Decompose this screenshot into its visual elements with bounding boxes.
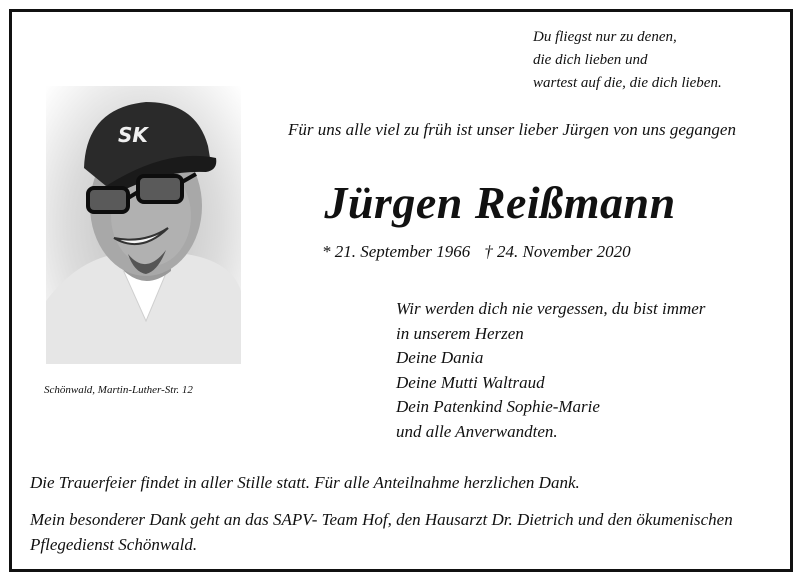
address-line: Schönwald, Martin-Luther-Str. 12 [44,384,193,396]
portrait-photo [46,86,241,364]
portrait-illustration [46,86,241,364]
mourners-line: in unserem Herzen [396,323,524,343]
mourners-line: Wir werden dich nie vergessen, du bist immer [396,299,706,318]
mourner-godchild: Dein Patenkind Sophie-Marie [396,397,600,416]
quote-line: Du fliegst nur zu denen, [533,29,677,45]
thanks-note: Mein besonderer Dank geht an das SAPV- Team Hof, den Hausarzt Dr. Dietrich und den ökumenischen Pflegedienst Schönwald. [30,510,733,554]
life-dates [322,242,631,262]
death-date: † 24. November 2020 [484,242,631,261]
mourner-mother: Deine Mutti Waltraud [396,372,545,392]
mourner-dania: Deine Dania [396,348,484,367]
cap-logo: SK [118,123,148,147]
intro-text: Für uns alle viel zu früh ist unser lieber Jürgen von uns gegangen [288,120,736,139]
quote-line: wartest auf die, die dich lieben. [533,75,722,91]
mourner-relatives: und alle Anverwandten. [396,421,558,441]
funeral-note: Die Trauerfeier findet in aller Stille statt. Für alle Anteilnahme herzlichen Dank. [30,473,580,492]
glasses-right [138,176,182,202]
poem-quote [533,26,722,95]
quote-line: die dich lieben und [533,52,648,68]
glasses-left [88,188,128,212]
birth-date: * 21. September 1966 [322,242,471,261]
mourners-list [396,297,705,444]
deceased-name: Jürgen Reißmann [324,177,676,228]
